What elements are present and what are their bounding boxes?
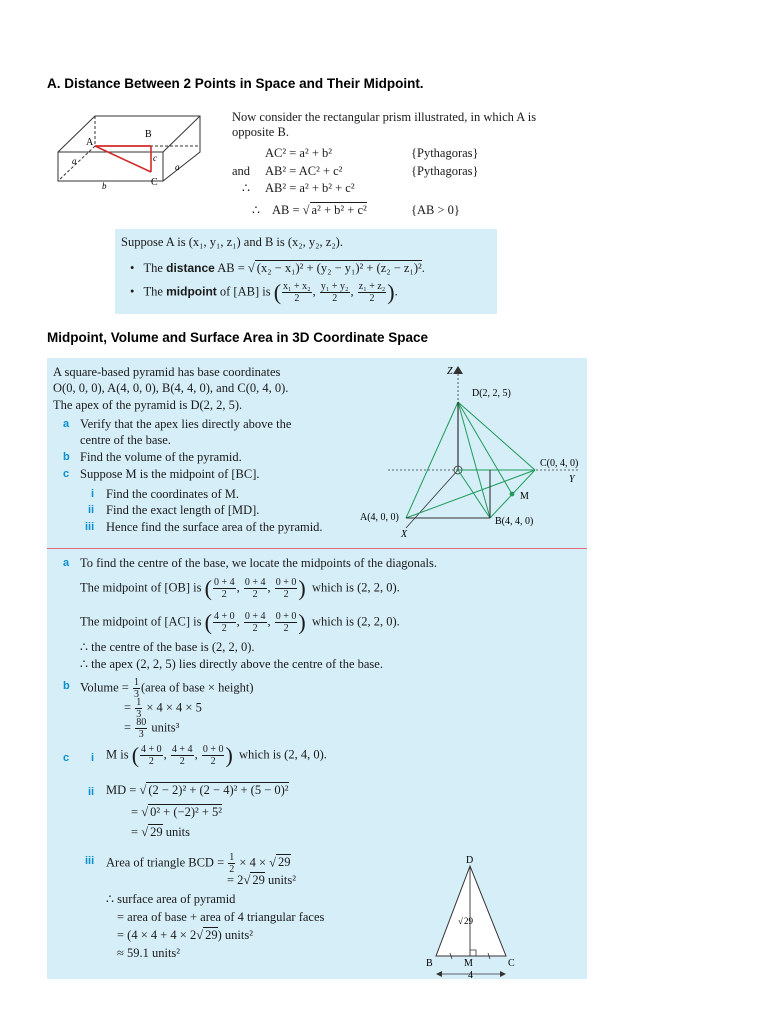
tri-base: 4 — [468, 970, 473, 980]
sa-therefore-1: ∴ the centre of the base is (2, 2, 0). — [80, 640, 255, 654]
sciii-line-5: = (4 × 4 + 4 × 2√ 29) units² — [117, 928, 253, 942]
qa-label: a — [63, 418, 70, 430]
sciii-line-3: ∴ surface area of pyramid — [106, 892, 236, 906]
section-b-heading: Midpoint, Volume and Surface Area in 3D Coordinate Space — [47, 330, 429, 345]
ac-frac-1: $\frac{4 + 0}{2}$ — [213, 611, 235, 634]
sciii-line-6: ≈ 59.1 units² — [117, 946, 181, 960]
qc-text: Suppose M is the midpoint of [BC]. — [80, 467, 260, 481]
label-a: A — [86, 137, 94, 148]
eq4-prefix: ∴ — [252, 203, 260, 217]
eq4-note: {AB > 0} — [411, 203, 460, 217]
sa-ac-post: which is (2, 2, 0). — [311, 614, 400, 629]
eq1-note: {Pythagoras} — [411, 146, 479, 160]
distance-mid: AB = — [217, 261, 245, 275]
sa-line-1: To find the centre of the base, we locate the midpoints of the diagonals. — [80, 556, 438, 570]
sciii-label: iii — [85, 855, 95, 867]
mid-frac-x: $\frac{\text{x₁ + x₂}}{2}$ — [283, 281, 311, 304]
sa-ac-pre: The midpoint of [AC] is — [80, 614, 202, 629]
sb-label: b — [63, 680, 70, 692]
q-line-1: A square-based pyramid has base coordinates — [53, 365, 281, 379]
sb-line-2: = $\frac{1}{3}$ × 4 × 4 × 5 — [124, 697, 202, 720]
eq2-prefix: and — [232, 164, 251, 178]
label-b-side: b — [102, 181, 107, 190]
qciii-label: iii — [85, 521, 95, 533]
scii-line-1: MD = √ (2 − 2)² + (2 − 4)² + (5 − 0)² — [106, 783, 289, 797]
label-c: C — [151, 177, 158, 188]
triangle-bcd-figure — [420, 852, 530, 980]
sc-label: c — [63, 752, 70, 764]
label-a-side-2: a — [175, 162, 180, 172]
midpoint-bold: midpoint — [166, 284, 217, 299]
eq4: AB = √ a² + b² + c² — [272, 203, 367, 217]
mid-frac-z: $\frac{\text{z₁ + z₂}}{2}$ — [358, 281, 386, 304]
qb-text: Find the volume of the pyramid. — [80, 450, 242, 464]
sa-ob-pre: The midpoint of [OB] is — [80, 580, 202, 595]
q-line-3: The apex of the pyramid is D(2, 2, 5). — [53, 398, 243, 412]
m-frac-2: $\frac{4 + 4}{2}$ — [171, 744, 193, 767]
qb-label: b — [63, 451, 70, 463]
axis-z-label: Z — [447, 366, 453, 377]
eq3-prefix: ∴ — [242, 181, 250, 195]
label-b: B — [145, 129, 152, 140]
rectangular-prism-figure — [55, 108, 205, 190]
midpoint-mid: of [AB] is — [219, 284, 271, 299]
sci-label: i — [91, 752, 95, 764]
sa-label: a — [63, 557, 70, 569]
scii-line-3: = √ 29 units — [131, 825, 190, 839]
qci-label: i — [91, 488, 95, 500]
tri-root: 29 — [464, 916, 473, 926]
sciii-line-4: = area of base + area of 4 triangular faces — [117, 910, 325, 924]
intro-line-1: Now consider the rectangular prism illustrated, in which A is — [232, 110, 537, 124]
midpoint-pre: The — [143, 284, 163, 299]
scii-label: ii — [88, 786, 95, 798]
intro-line-2: opposite B. — [232, 125, 289, 139]
eq2: AB² = AC² + c² — [265, 164, 343, 178]
distance-pre: The — [143, 261, 163, 275]
qa-text-1: Verify that the apex lies directly above the — [80, 417, 292, 431]
m-frac-1: $\frac{4 + 0}{2}$ — [141, 744, 162, 767]
distance-bold: distance — [166, 261, 215, 275]
eq2-note: {Pythagoras} — [411, 164, 479, 178]
sci-line: M is ( $\frac{4 + 0}{2}$ , $\frac{4 + 4}{2}$ , $\frac{0 + 0}{2}$ ) which is (2, 4, 0). — [106, 742, 327, 768]
qcii-text: Find the exact length of [MD]. — [106, 503, 260, 517]
label-b-point: B(4, 4, 0) — [495, 516, 534, 527]
tri-label-c: C — [508, 958, 515, 969]
qciii-text: Hence find the surface area of the pyramid. — [106, 520, 323, 534]
sb-line-1: Volume = $\frac{1}{3}$ (area of base × height) — [80, 677, 254, 700]
pyramid-3d-figure — [358, 360, 588, 540]
box-bullet-distance: • The distance AB = √ (x₂ − x₁)² + (y₂ − y₁)² + (z₂ − z₁)². — [130, 261, 425, 275]
tri-sqrt-sign: √ — [458, 916, 463, 926]
sciii-line-1: Area of triangle BCD = $\frac{1}{2}$ × 4 × √ 29 — [106, 852, 291, 875]
sb-line-3: = $\frac{80}{3}$ units³ — [124, 717, 180, 740]
tri-label-d: D — [466, 855, 474, 866]
label-c-point: C(0, 4, 0) — [540, 458, 579, 469]
distance-root: (x₂ − x₁)² + (y₂ − y₁)² + (z₂ − z₁)² — [256, 261, 422, 275]
eq3: AB² = a² + b² + c² — [265, 181, 355, 195]
ac-frac-2: $\frac{0 + 4}{2}$ — [244, 611, 266, 634]
ob-frac-3: $\frac{0 + 0}{2}$ — [275, 577, 297, 600]
sa-ob-line: The midpoint of [OB] is ( $\frac{0 + 4}{2}$ , $\frac{0 + 4}{2}$ , $\frac{0 + 0}{2}$ ) which is (2, 2, 0). — [80, 575, 400, 601]
ob-frac-1: $\frac{0 + 4}{2}$ — [213, 577, 235, 600]
label-a-side: a — [72, 156, 77, 166]
label-a-point: A(4, 0, 0) — [360, 512, 399, 523]
distance-end: . — [421, 261, 425, 275]
q-line-2: O(0, 0, 0), A(4, 0, 0), B(4, 4, 0), and C(0, 4, 0). — [53, 381, 289, 395]
eq1: AC² = a² + b² — [265, 146, 333, 160]
eq4-root: a² + b² + c² — [311, 203, 367, 217]
sciii-line-2: = 2√ 29 units² — [227, 873, 296, 887]
mid-frac-y: $\frac{\text{y₁ + y₂}}{2}$ — [320, 281, 349, 304]
qcii-label: ii — [88, 504, 95, 516]
point-m — [510, 492, 515, 497]
ob-frac-2: $\frac{0 + 4}{2}$ — [244, 577, 266, 600]
tri-label-b: B — [426, 958, 433, 969]
axis-x-label: X — [401, 529, 408, 540]
paren-open: ( — [273, 279, 282, 305]
bullet-icon-2: • — [130, 284, 135, 299]
box-line-1: Suppose A is (x₁, y₁, z₁) and B is (x₂, y₂, z₂). — [121, 235, 343, 249]
sa-therefore-2: ∴ the apex (2, 2, 5) lies directly above the centre of the base. — [80, 657, 383, 671]
eq4-left: AB = — [272, 203, 300, 217]
tri-label-m: M — [464, 958, 473, 969]
qc-label: c — [63, 468, 70, 480]
sa-ob-post: which is (2, 2, 0). — [311, 580, 400, 595]
sa-ac-line: The midpoint of [AC] is ( $\frac{4 + 0}{2}$ , $\frac{0 + 4}{2}$ , $\frac{0 + 0}{2}$ ) which is (2, 2, 0). — [80, 609, 400, 635]
axis-y-label: Y — [569, 474, 575, 485]
section-a-heading: A. Distance Between 2 Points in Space and Their Midpoint. — [47, 76, 424, 91]
scii-line-2: = √ 0² + (−2)² + 5² — [131, 805, 223, 819]
label-c-side: c — [153, 153, 157, 163]
m-frac-3: $\frac{0 + 0}{2}$ — [202, 744, 224, 767]
label-m: M — [520, 491, 529, 502]
box-bullet-midpoint: • The midpoint of [AB] is ( $\frac{\text{x₁ + x₂}}{2}$ , $\frac{\text{y₁ + y₂}}{2}$ , $\frac{\text{z₁ + z₂}}{2}$ ). — [130, 279, 398, 305]
bullet-icon: • — [130, 261, 135, 275]
paren-close: ) — [387, 279, 395, 305]
qci-text: Find the coordinates of M. — [106, 487, 239, 501]
ac-frac-3: $\frac{0 + 0}{2}$ — [275, 611, 297, 634]
label-d: D(2, 2, 5) — [472, 388, 511, 399]
qa-text-2: centre of the base. — [80, 433, 171, 447]
